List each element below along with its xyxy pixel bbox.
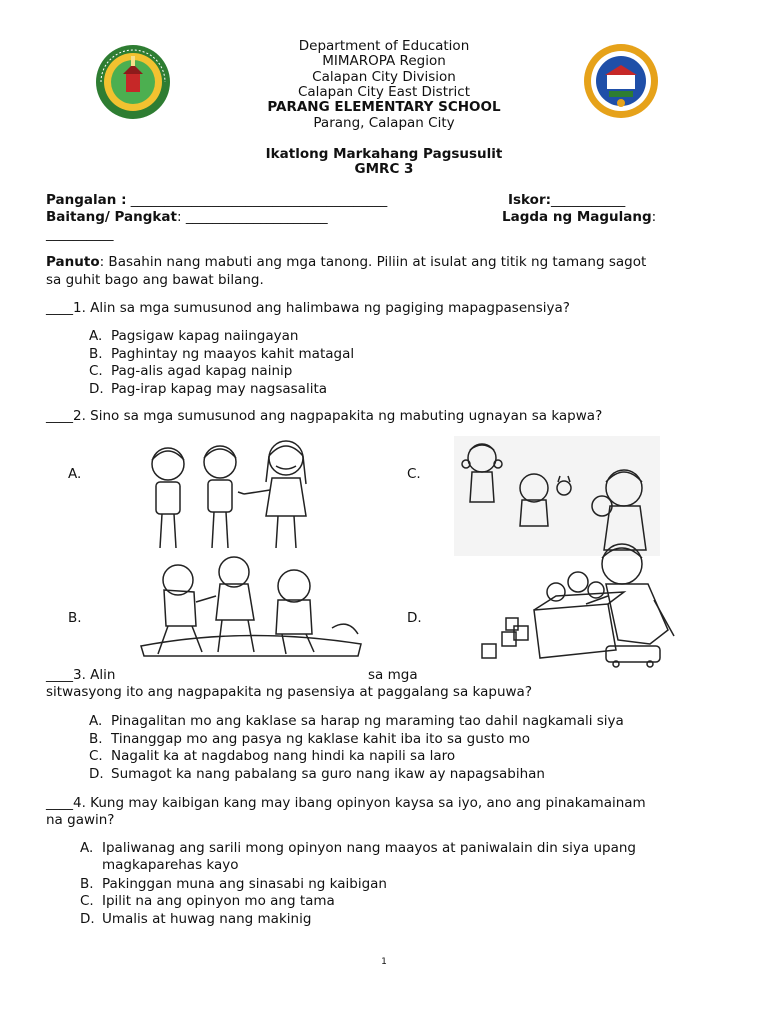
option-text: Pag-irap kapag may nagsasalita <box>111 381 328 397</box>
question-1-option-b <box>89 346 354 362</box>
question-4-stem-line2: na gawin? <box>46 812 115 828</box>
option-text: Pag-alis agad kapag nainip <box>111 363 293 379</box>
question-2-label-d: D. <box>407 610 422 626</box>
question-4-option-d <box>80 911 311 927</box>
question-1-stem: ____1. Alin sa mga sumusunod ang halimbawa ng pagiging mapagpasensiya? <box>46 300 570 316</box>
illustration-c-kids-sharing <box>454 436 660 556</box>
option-letter: A. <box>89 713 103 729</box>
question-2-label-c: C. <box>407 466 421 482</box>
instructions-text-1: : Basahin nang mabuti ang mga tanong. Piliin at isulat ang titik ng tamang sagot <box>99 254 647 270</box>
question-1-option-a <box>89 328 298 344</box>
option-letter: B. <box>89 731 103 747</box>
question-3-option-d <box>89 766 545 782</box>
option-letter: D. <box>89 381 104 397</box>
option-letter: A. <box>80 840 94 856</box>
school-location: Parang, Calapan City <box>313 115 455 131</box>
instructions-label: Panuto <box>46 254 100 270</box>
option-letter: B. <box>80 876 94 892</box>
question-1-option-c <box>89 363 292 379</box>
question-4-option-c <box>80 893 335 909</box>
question-2-label-a: A. <box>68 466 82 482</box>
question-1-option-d <box>89 381 327 397</box>
score-label: Iskor: <box>508 192 552 208</box>
option-text: Ipilit na ang opinyon mo ang tama <box>102 893 335 909</box>
header-line-region: MIMAROPA Region <box>322 53 446 69</box>
exam-title: Ikatlong Markahang Pagsusulit <box>265 146 503 162</box>
question-3-stem-start: ____3. Alin <box>46 667 116 683</box>
name-line: ______________________________________ <box>130 192 388 208</box>
option-text: Pagsigaw kapag naiingayan <box>111 328 299 344</box>
header-line-deped: Department of Education <box>298 38 470 54</box>
instructions <box>46 254 646 270</box>
grade-field <box>46 209 328 225</box>
question-4-option-b <box>80 876 387 892</box>
option-text: Pakinggan muna ang sinasabi ng kaibigan <box>102 876 387 892</box>
option-text: Paghintay ng maayos kahit matagal <box>111 346 355 362</box>
option-letter: C. <box>89 363 103 379</box>
option-text: Umalis at huwag nang makinig <box>102 911 312 927</box>
instructions-text-2: sa guhit bago ang bawat bilang. <box>46 272 264 288</box>
header-line-division: Calapan City Division <box>312 69 456 85</box>
name-field <box>46 192 387 208</box>
question-2-stem: ____2. Sino sa mga sumusunod ang nagpapakita ng mabuting ugnayan sa kapwa? <box>46 408 603 424</box>
grade-label: Baitang/ Pangkat <box>46 209 177 225</box>
option-text: Nagalit ka at nagdabog nang hindi ka napili sa laro <box>111 748 456 764</box>
question-3-option-b <box>89 731 530 747</box>
name-label: Pangalan : <box>46 192 127 208</box>
header-line-district: Calapan City East District <box>297 84 471 100</box>
question-2-label-b: B. <box>68 610 82 626</box>
option-letter: C. <box>80 893 94 909</box>
score-line: ___________ <box>551 192 626 208</box>
option-letter: C. <box>89 748 103 764</box>
question-3-option-a <box>89 713 624 729</box>
question-4-stem-line1: ____4. Kung may kaibigan kang may ibang opinyon kaysa sa iyo, ano ang pinakamainam <box>46 795 646 811</box>
parent-line: __________ <box>46 226 114 242</box>
parent-signature-field <box>502 209 656 225</box>
illustration-a-kids-teasing <box>138 436 333 558</box>
grade-colon: : <box>176 209 182 225</box>
page-number: 1 <box>381 957 387 967</box>
option-letter: B. <box>89 346 103 362</box>
illustration-d-boy-toys <box>478 540 690 668</box>
option-letter: D. <box>80 911 95 927</box>
question-3-option-c <box>89 748 455 764</box>
exam-subject: GMRC 3 <box>354 161 414 177</box>
question-3-stem-mid: sa mga <box>368 667 418 683</box>
option-text: Sumagot ka nang pabalang sa guro nang ikaw ay napagsabihan <box>111 766 545 782</box>
parent-label: Lagda ng Magulang <box>502 209 652 225</box>
option-text: Ipaliwanag ang sarili mong opinyon nang maayos at paniwalain din siya upang <box>102 840 636 856</box>
question-3-stem-line2: sitwasyong ito ang nagpapakita ng pasensiya at paggalang sa kapuwa? <box>46 684 532 700</box>
score-field <box>508 192 625 208</box>
question-4-option-a <box>80 840 636 856</box>
option-text: Tinanggap mo ang pasya ng kaklase kahit iba ito sa gusto mo <box>111 731 531 747</box>
option-text: Pinagalitan mo ang kaklase sa harap ng maraming tao dahil nagkamali siya <box>111 713 624 729</box>
parent-colon: : <box>651 209 657 225</box>
option-letter: D. <box>89 766 104 782</box>
illustration-b-kids-talking <box>136 556 366 660</box>
school-name: PARANG ELEMENTARY SCHOOL <box>267 99 501 115</box>
option-letter: A. <box>89 328 103 344</box>
question-4-option-a-continued: magkaparehas kayo <box>102 857 239 873</box>
grade-line: _____________________ <box>185 209 328 225</box>
